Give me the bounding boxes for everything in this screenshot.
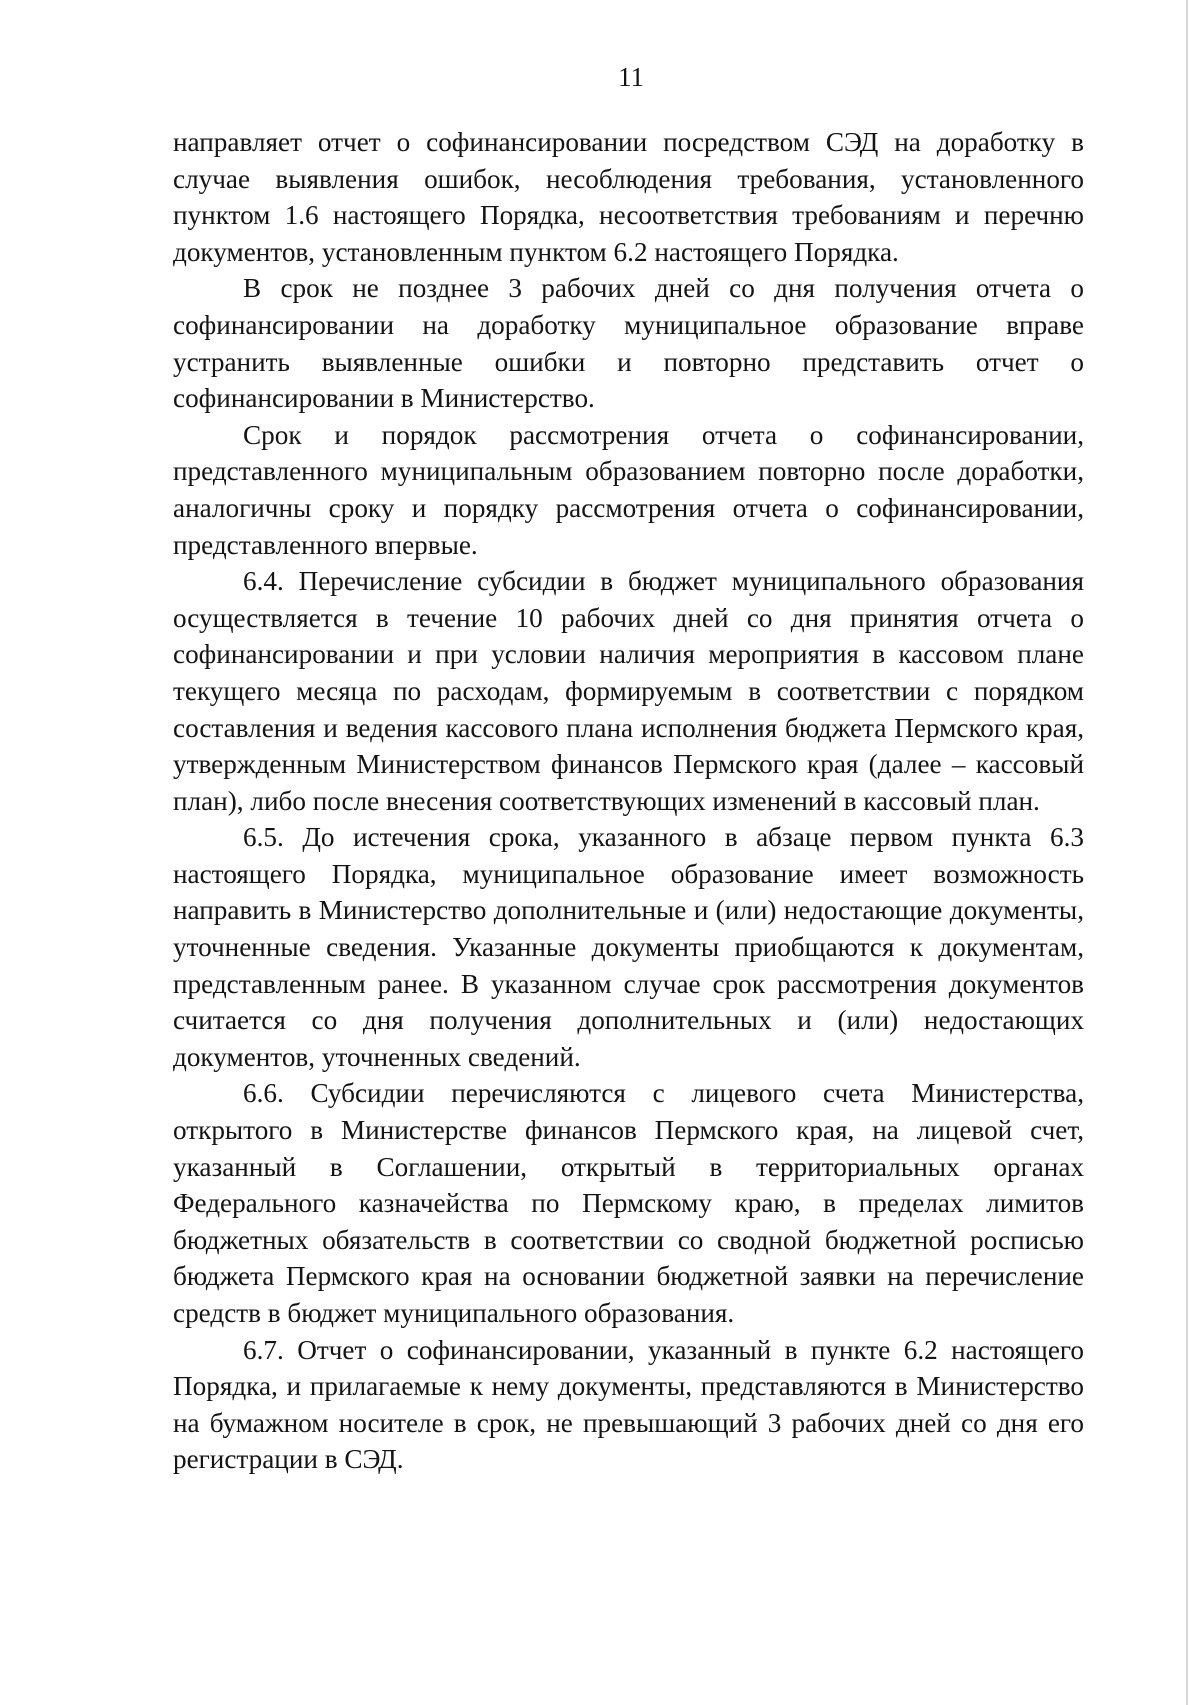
paragraph-6-4: 6.4. Перечисление субсидии в бюджет муниципального образования осуществляется в течение 10 рабочих дней со дня принятия отчета о софинансировании и при условии наличия мероприятия в кассовом плане текущего месяца по расходам, формируемым в соответствии с порядком составления и ведения кассового плана исполнения бюджета Пермского края, утвержденным Министерством финансов Пермского края (далее – кассовый план), либо после внесения соответствующих изменений в кассовый план. (173, 566, 1084, 816)
paragraph-6-6: 6.6. Субсидии перечисляются с лицевого счета Министерства, открытого в Министерстве финансов Пермского края, на лицевой счет, указанный в Соглашении, открытый в территориальных органах Федерального казначейства по Пермскому краю, в пределах лимитов бюджетных обязательств в соответствии со сводной бюджетной росписью бюджета Пермского края на основании бюджетной заявки на перечисление средств в бюджет муниципального образования. (173, 1078, 1084, 1328)
paragraph-6-5: 6.5. До истечения срока, указанного в абзаце первом пункта 6.3 настоящего Порядка, муниципальное образование имеет возможность направить в Министерство дополнительные и (или) недостающие документы, уточненные сведения. Указанные документы приобщаются к документам, представленным ранее. В указанном случае срок рассмотрения документов считается со дня получения дополнительных и (или) недостающих документов, уточненных сведений. (173, 822, 1084, 1072)
page-number: 11 (618, 62, 644, 92)
paragraph-continuation: направляет отчет о софинансировании посредством СЭД на доработку в случае выявления ошибок, несоблюдения требования, установленного пунктом 1.6 настоящего Порядка, несоответствия требованиям и перечню документов, установленным пунктом 6.2 настоящего Порядка. (173, 127, 1084, 267)
paragraph-6-7: 6.7. Отчет о софинансировании, указанный в пункте 6.2 настоящего Порядка, и прилагаемые к нему документы, представляются в Министерство на бумажном носителе в срок, не превышающий 3 рабочих дней со дня его регистрации в СЭД. (173, 1334, 1084, 1475)
scan-edge-line (1186, 0, 1188, 1705)
document-body (173, 124, 1084, 1478)
paragraph-resubmission-deadline: В срок не позднее 3 рабочих дней со дня получения отчета о софинансировании на доработку муниципальное образование вправе устранить выявленные ошибки и повторно представить отчет о софинансировании в Министерство. (173, 273, 1084, 414)
paragraph-review-procedure: Срок и порядок рассмотрения отчета о софинансировании, представленного муниципальным образованием повторно после доработки, аналогичны сроку и порядку рассмотрения отчета о софинансировании, представленного впервые. (173, 419, 1084, 560)
